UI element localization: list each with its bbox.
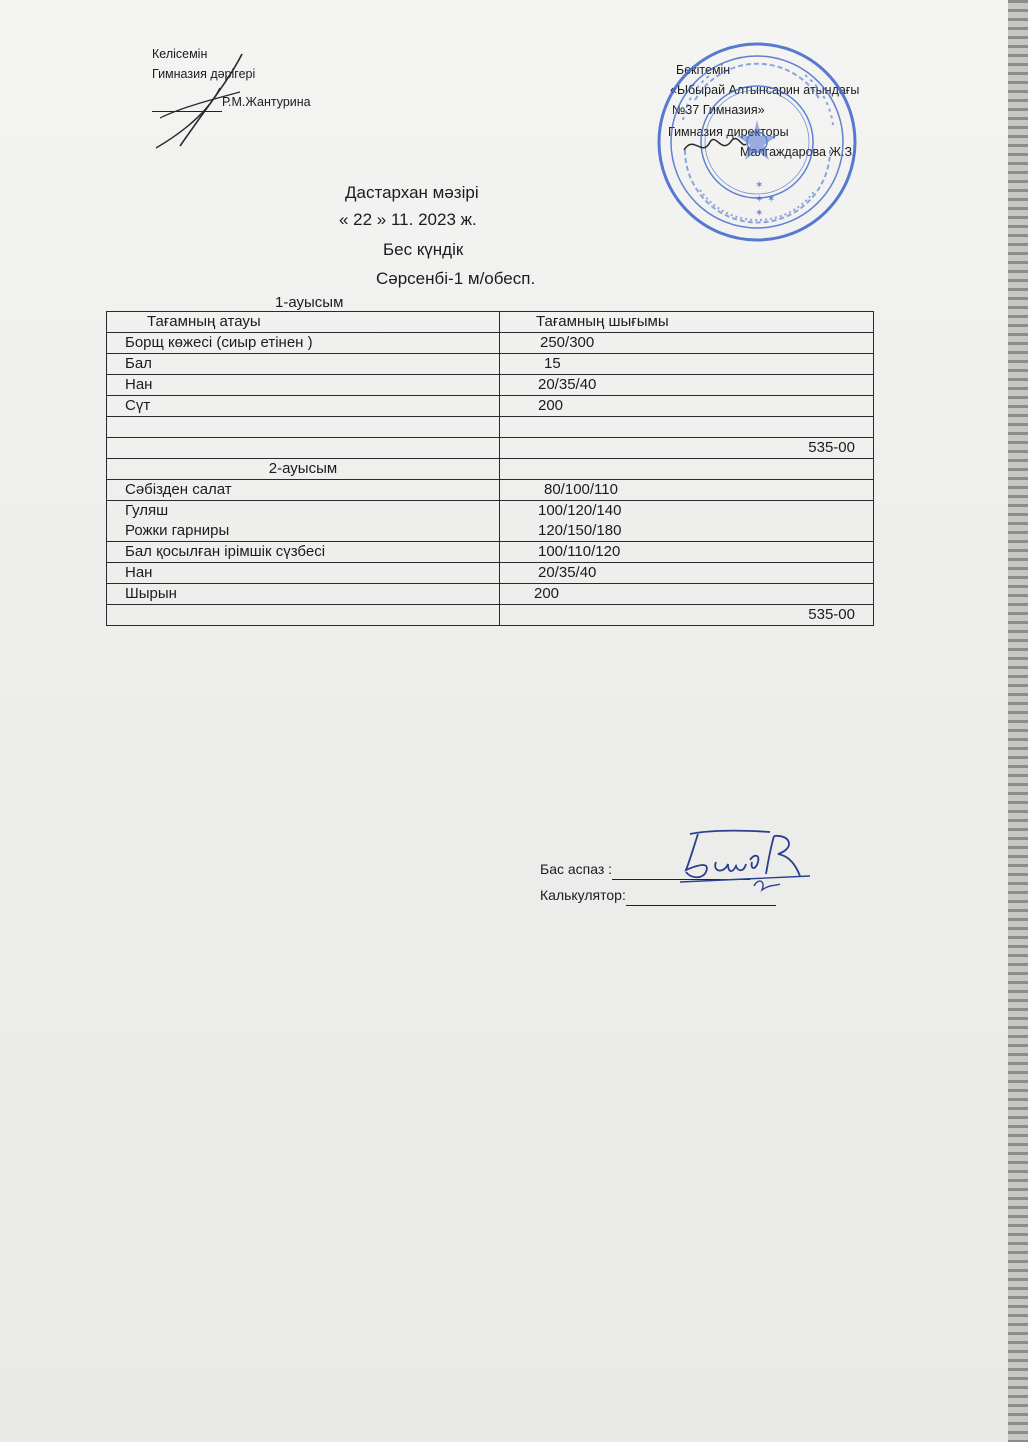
director-role: Гимназия директоры [668,125,789,139]
period-label: Бес күндік [383,240,464,259]
document-date: « 22 » 11. 2023 ж. [339,210,477,229]
dish-name: Бал [107,354,500,375]
table-row-shift2-label [107,459,874,480]
approval-role: Гимназия дәрігері [152,67,256,81]
empty-cell [107,417,500,438]
dish-name: Сәбізден салат [107,480,500,501]
day-label: Сәрсенбі-1 м/обесп. [376,269,536,288]
dish-yield: 100/120/140 [538,502,622,519]
table-row [107,333,874,354]
dish-yield: 80/100/110 [500,480,874,501]
dish-yield: 100/110/120 [500,542,874,563]
dish-yield-cell [500,501,874,542]
dish-yield: 250/300 [500,333,874,354]
school-name-line2: №37 Гимназия» [672,103,765,117]
dish-yield: 15 [500,354,874,375]
svg-text:✶: ✶ [755,194,764,205]
menu-table [106,311,874,626]
director-signature [680,128,750,168]
table-row [107,480,874,501]
document-title: Дастархан мәзірі [345,183,479,202]
table-row-total [107,438,874,459]
table-row-total [107,605,874,626]
school-name-line1: «Ыбырай Алтынсарин атындағы [670,83,860,97]
shift2-label: 2-ауысым [107,459,500,480]
dish-name: Рожки гарниры [125,522,230,539]
table-row [107,563,874,584]
dish-yield: 200 [500,396,874,417]
dish-name-cell [107,501,500,542]
empty-cell [500,459,874,480]
dish-name: Гуляш [125,502,169,519]
dish-yield: 200 [500,584,874,605]
approval-name: Р.М.Жантурина [222,95,311,109]
shift2-total: 535-00 [500,605,874,626]
approve-label: Бекітемін [676,63,731,77]
dish-name: Сүт [107,396,500,417]
table-header-row [107,312,874,333]
dish-name: Нан [107,375,500,396]
dish-yield: 120/150/180 [538,522,622,539]
table-row [107,542,874,563]
table-row [107,396,874,417]
svg-text:✶: ✶ [755,180,764,191]
svg-text:✶: ✶ [755,208,764,219]
empty-cell [107,605,500,626]
dish-name: Шырын [107,584,500,605]
empty-cell [107,438,500,459]
calculator-label: Калькулятор: [540,887,626,903]
table-row [107,375,874,396]
dish-name: Бал қосылған ірімшік сүзбесі [107,542,500,563]
chef-signature [650,826,820,906]
header-dish-name: Тағамның атауы [107,312,500,333]
doctor-signature [150,48,260,158]
dish-name: Борщ көжесі (сиыр етінен ) [107,333,500,354]
dish-yield: 20/35/40 [500,375,874,396]
dish-yield: 20/35/40 [500,563,874,584]
scan-background [1008,0,1028,1442]
table-row [107,501,874,542]
shift1-total: 535-00 [500,438,874,459]
director-name: Малгаждарова Ж.З. [740,145,856,159]
table-row [107,354,874,375]
table-row [107,584,874,605]
svg-text:✶: ✶ [767,194,776,205]
chef-label: Бас аспаз : [540,861,613,877]
shift1-label: 1-ауысым [275,294,344,311]
header-dish-yield: Тағамның шығымы [500,312,874,333]
approval-label: Келісемін [152,47,208,61]
empty-cell [500,417,874,438]
table-row-empty [107,417,874,438]
dish-name: Нан [107,563,500,584]
